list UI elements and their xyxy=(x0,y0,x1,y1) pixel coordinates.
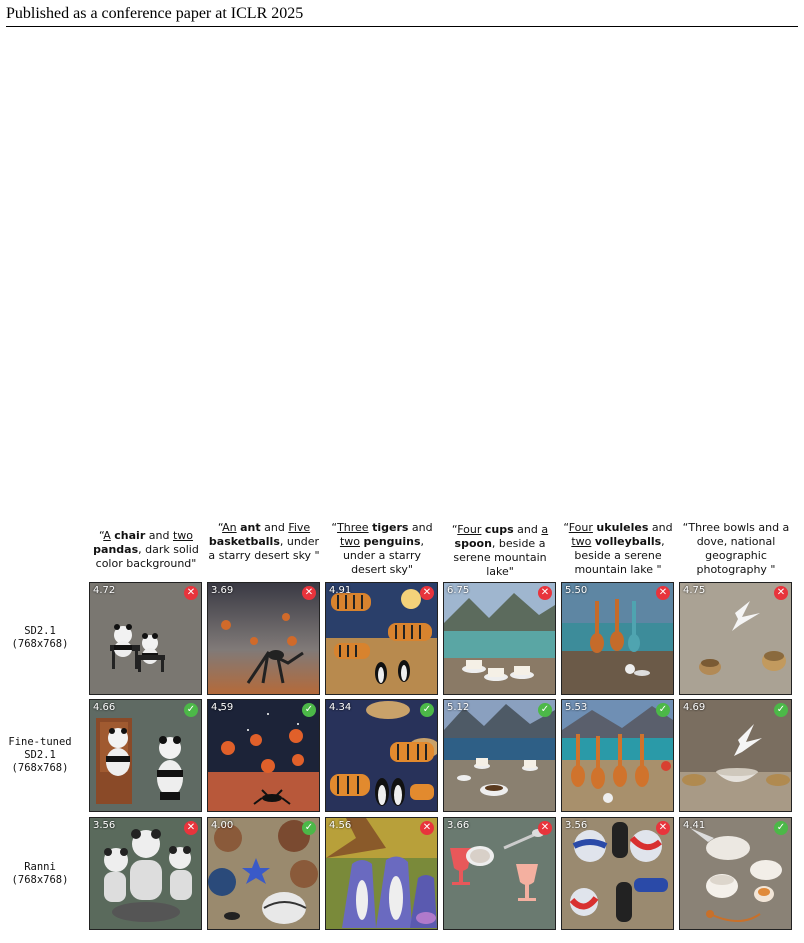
check-icon: ✓ xyxy=(656,703,670,717)
cross-icon: ✕ xyxy=(538,821,552,835)
tigers-penguins-image xyxy=(326,818,437,929)
caption-6: “Three bowls and a dove, national geographic photography " xyxy=(682,521,790,576)
score-label: 3.56 xyxy=(565,820,588,831)
bowls-dove-image xyxy=(680,818,791,929)
image-ranni-tigers xyxy=(325,817,438,930)
cups-spoon-image xyxy=(444,818,555,929)
caption-1: “A chair and two pandas, dark solid color background" xyxy=(93,529,199,570)
cross-icon: ✕ xyxy=(420,586,434,600)
score-label: 5.12 xyxy=(447,702,470,713)
image-ft-ukuleles xyxy=(561,699,674,812)
ukuleles-volleyballs-image xyxy=(562,583,673,694)
check-icon: ✓ xyxy=(774,821,788,835)
bowls-dove-image xyxy=(680,583,791,694)
image-sd21-bowls xyxy=(679,582,792,695)
image-ranni-bowls xyxy=(679,817,792,930)
caption-3: “Three tigers and two penguins, under a starry desert sky" xyxy=(331,521,433,576)
ant-basketballs-image xyxy=(208,818,319,929)
score-label: 4.69 xyxy=(683,702,706,713)
image-sd21-cups xyxy=(443,582,556,695)
ant-basketballs-image xyxy=(208,583,319,694)
score-label: 4.59 xyxy=(211,702,234,713)
cross-icon: ✕ xyxy=(420,821,434,835)
score-label: 3.56 xyxy=(93,820,116,831)
score-label: 4.34 xyxy=(329,702,352,713)
ukuleles-volleyballs-image xyxy=(562,700,673,811)
caption-2: “An ant and Five basketballs, under a starry desert sky " xyxy=(208,521,320,562)
image-ft-tigers xyxy=(325,699,438,812)
page-header: Published as a conference paper at ICLR 2025 xyxy=(6,5,304,22)
score-label: 4.41 xyxy=(683,820,706,831)
cross-icon: ✕ xyxy=(302,586,316,600)
bowls-dove-image xyxy=(680,700,791,811)
ant-basketballs-image xyxy=(208,700,319,811)
score-label: 4.56 xyxy=(329,820,352,831)
cups-spoon-image xyxy=(444,700,555,811)
score-label: 4.00 xyxy=(211,820,234,831)
image-ft-bowls xyxy=(679,699,792,812)
image-sd21-tigers xyxy=(325,582,438,695)
check-icon: ✓ xyxy=(184,703,198,717)
cross-icon: ✕ xyxy=(184,586,198,600)
cross-icon: ✕ xyxy=(656,586,670,600)
image-ranni-pandas xyxy=(89,817,202,930)
score-label: 4.75 xyxy=(683,585,706,596)
caption-5: “Four ukuleles and two volleyballs, beside a serene mountain lake " xyxy=(563,521,673,576)
row-label-finetuned: Fine-tuned SD2.1 (768x768) xyxy=(8,736,72,774)
image-ft-cups xyxy=(443,699,556,812)
image-ranni-ukuleles xyxy=(561,817,674,930)
image-ft-ant xyxy=(207,699,320,812)
ukuleles-volleyballs-image xyxy=(562,818,673,929)
check-icon: ✓ xyxy=(302,703,316,717)
check-icon: ✓ xyxy=(420,703,434,717)
score-label: 6.75 xyxy=(447,585,470,596)
cross-icon: ✕ xyxy=(184,821,198,835)
tigers-penguins-image xyxy=(326,583,437,694)
check-icon: ✓ xyxy=(302,821,316,835)
score-label: 5.53 xyxy=(565,702,588,713)
row-label-sd21: SD2.1 (768x768) xyxy=(11,625,69,650)
cups-spoon-image xyxy=(444,583,555,694)
cross-icon: ✕ xyxy=(774,586,788,600)
cross-icon: ✕ xyxy=(656,821,670,835)
image-ranni-cups xyxy=(443,817,556,930)
tigers-penguins-image xyxy=(326,700,437,811)
score-label: 3.69 xyxy=(211,585,234,596)
caption-4: “Four cups and a spoon, beside a serene mountain lake" xyxy=(451,523,549,578)
image-sd21-pandas xyxy=(89,582,202,695)
pandas-chair-image xyxy=(90,583,201,694)
check-icon: ✓ xyxy=(774,703,788,717)
score-label: 4.91 xyxy=(329,585,352,596)
pandas-chair-image xyxy=(90,818,201,929)
pandas-chair-image xyxy=(90,700,201,811)
image-sd21-ant xyxy=(207,582,320,695)
image-ft-pandas xyxy=(89,699,202,812)
score-label: 5.50 xyxy=(565,585,588,596)
score-label: 4.66 xyxy=(93,702,116,713)
row-label-ranni: Ranni (768x768) xyxy=(11,861,69,886)
figure xyxy=(0,515,804,940)
score-label: 3.66 xyxy=(447,820,470,831)
header-rule xyxy=(6,26,798,27)
cross-icon: ✕ xyxy=(538,586,552,600)
score-label: 4.72 xyxy=(93,585,116,596)
check-icon: ✓ xyxy=(538,703,552,717)
image-ranni-ant xyxy=(207,817,320,930)
image-sd21-ukuleles xyxy=(561,582,674,695)
